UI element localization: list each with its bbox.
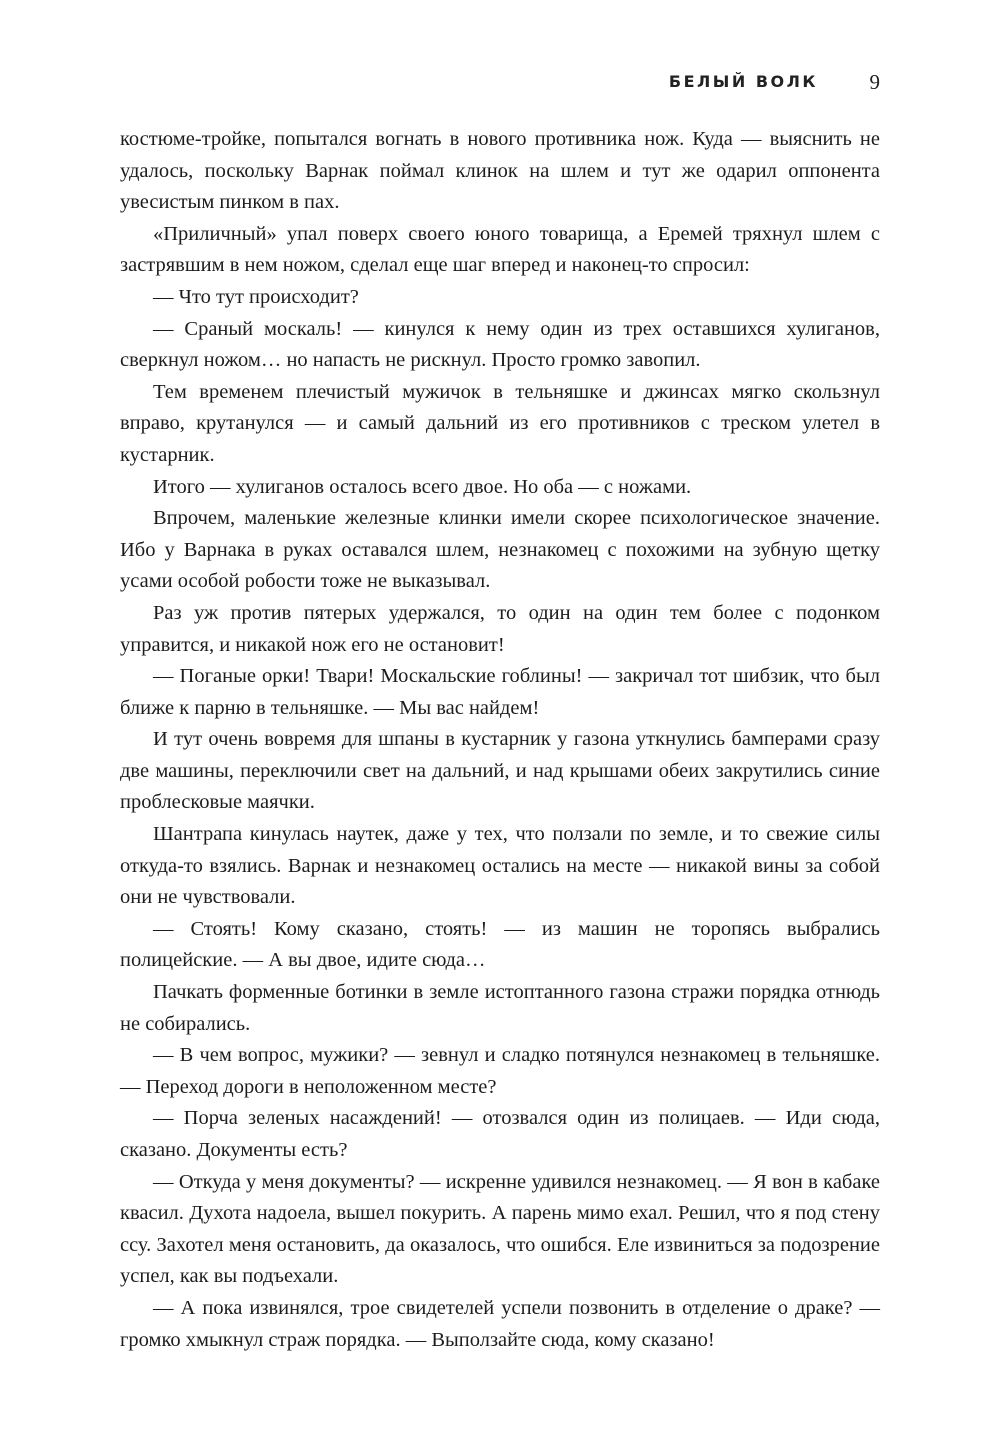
paragraph: «Приличный» упал поверх своего юного товарища, а Еремей тряхнул шлем с застрявшим в нем ножом, сделал еще шаг вперед и наконец-то спросил:: [120, 222, 880, 277]
book-title: БЕЛЫЙ ВОЛК: [668, 72, 818, 91]
paragraph: И тут очень вовремя для шпаны в кустарник у газона уткнулись бамперами сразу две машины, переключили свет на дальний, и над крышами обеих закрутились синие проблесковые маячки.: [120, 728, 880, 814]
paragraph: — А пока извинялся, трое свидетелей успели позвонить в отделение о драке? — громко хмыкнул страж порядка. — Выползайте сюда, кому сказано!: [120, 1296, 880, 1351]
paragraph: — Поганые орки! Твари! Москальские гоблины! — закричал тот шибзик, что был ближе к парню в тельняшке. — Мы вас найдем!: [120, 665, 880, 719]
running-header: [120, 70, 880, 100]
paragraph: костюме-тройке, попытался вогнать в нового противника нож. Куда — выяснить не удалось, поскольку Варнак поймал клинок на шлем и тут же одарил оппонента увесистым пинком в пах.: [120, 128, 880, 214]
paragraph: — Стоять! Кому сказано, стоять! — из машин не торопясь выбрались полицейские. — А вы двое, идите сюда…: [120, 917, 880, 972]
page-number: 9: [869, 70, 880, 94]
paragraph: — Сраный москаль! — кинулся к нему один из трех оставшихся хулиганов, сверкнул ножом… но напасть не рискнул. Просто громко завопил.: [120, 317, 880, 372]
paragraph: — Что тут происходит?: [153, 285, 359, 308]
paragraph: Шантрапа кинулась наутек, даже у тех, что ползали по земле, и то свежие силы откуда-то взялись. Варнак и незнакомец остались на месте — никакой вины за собой они не чувствовали.: [120, 823, 880, 909]
paragraph: Впрочем, маленькие железные клинки имели скорее психологическое значение. Ибо у Варнака в руках оставался шлем, незнакомец с похожими на зубную щетку усами особой робости тоже не выказывал.: [120, 507, 880, 593]
paragraph: Итого — хулиганов осталось всего двое. Но оба — с ножами.: [153, 475, 692, 498]
paragraph: — В чем вопрос, мужики? — зевнул и сладко потянулся незнакомец в тельняшке. — Переход дороги в неположенном месте?: [120, 1044, 880, 1098]
body-text: [120, 124, 880, 1356]
paragraph: — Порча зеленых насаждений! — отозвался один из полицаев. — Иди сюда, сказано. Документы есть?: [120, 1107, 880, 1161]
paragraph: Пачкать форменные ботинки в земле истоптанного газона стражи порядка отнюдь не собирались.: [120, 981, 880, 1035]
paragraph: Тем временем плечистый мужичок в тельняшке и джинсах мягко скользнул вправо, крутанулся — и самый дальний из его противников с треском улетел в кустарник.: [120, 380, 880, 466]
paragraph: — Откуда у меня документы? — искренне удивился незнакомец. — Я вон в кабаке квасил. Духота надоела, вышел покурить. А парень мимо ехал. Решил, что я под стену ссу. Захотел меня остановить, да оказалось, что ошибся. Еле извиниться за подозрение успел, как вы подъехали.: [120, 1170, 880, 1288]
paragraph: Раз уж против пятерых удержался, то один на один тем более с подонком управится, и никакой нож его не остановит!: [120, 601, 880, 656]
